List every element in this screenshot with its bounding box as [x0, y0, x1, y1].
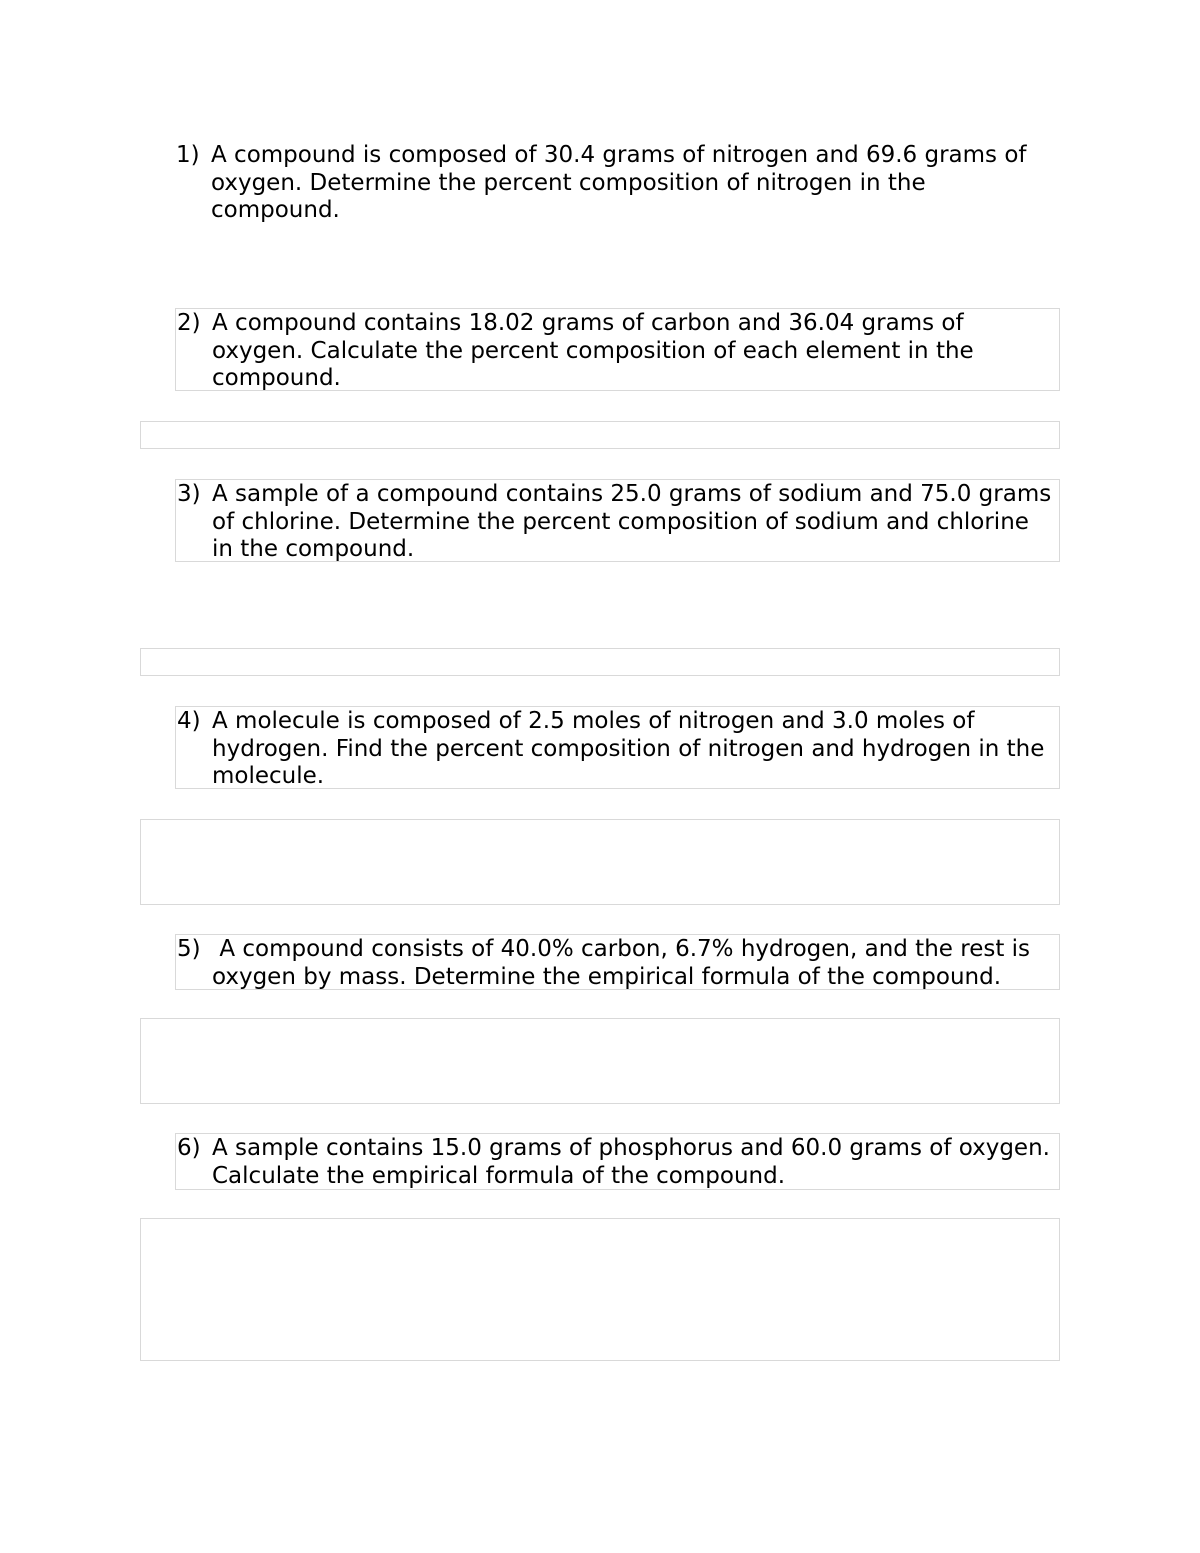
question-number: 1)	[176, 142, 200, 168]
question-2	[175, 308, 1060, 391]
question-number: 5)	[177, 936, 201, 962]
question-1	[175, 142, 1060, 225]
question-text: A sample contains 15.0 grams of phosphorus and 60.0 grams of oxygen. Calculate the empirical formula of the compound.	[212, 1135, 1050, 1189]
question-6	[175, 1133, 1060, 1190]
question-text: A sample of a compound contains 25.0 grams of sodium and 75.0 grams of chlorine. Determine the percent composition of sodium and chlorine in the compound.	[212, 481, 1052, 562]
question-text: A molecule is composed of 2.5 moles of nitrogen and 3.0 moles of hydrogen. Find the percent composition of nitrogen and hydrogen in the molecule.	[212, 708, 1045, 789]
question-text: A compound is composed of 30.4 grams of nitrogen and 69.6 grams of oxygen. Determine the percent composition of nitrogen in the compound.	[211, 142, 1027, 223]
question-text: A compound consists of 40.0% carbon, 6.7% hydrogen, and the rest is oxygen by mass. Determine the empirical formula of the compound.	[212, 936, 1038, 990]
question-number: 4)	[177, 708, 201, 734]
question-5	[175, 934, 1060, 990]
question-text: A compound contains 18.02 grams of carbon and 36.04 grams of oxygen. Calculate the percent composition of each element in the compound.	[212, 310, 974, 391]
question-number: 6)	[177, 1135, 201, 1161]
question-number: 2)	[177, 310, 201, 336]
question-3	[175, 479, 1060, 562]
answer-box-5[interactable]	[140, 1018, 1060, 1104]
answer-box-3[interactable]	[140, 648, 1060, 676]
answer-box-4[interactable]	[140, 819, 1060, 905]
answer-box-2[interactable]	[140, 421, 1060, 449]
question-4	[175, 706, 1060, 789]
answer-box-6[interactable]	[140, 1218, 1060, 1361]
question-number: 3)	[177, 481, 201, 507]
